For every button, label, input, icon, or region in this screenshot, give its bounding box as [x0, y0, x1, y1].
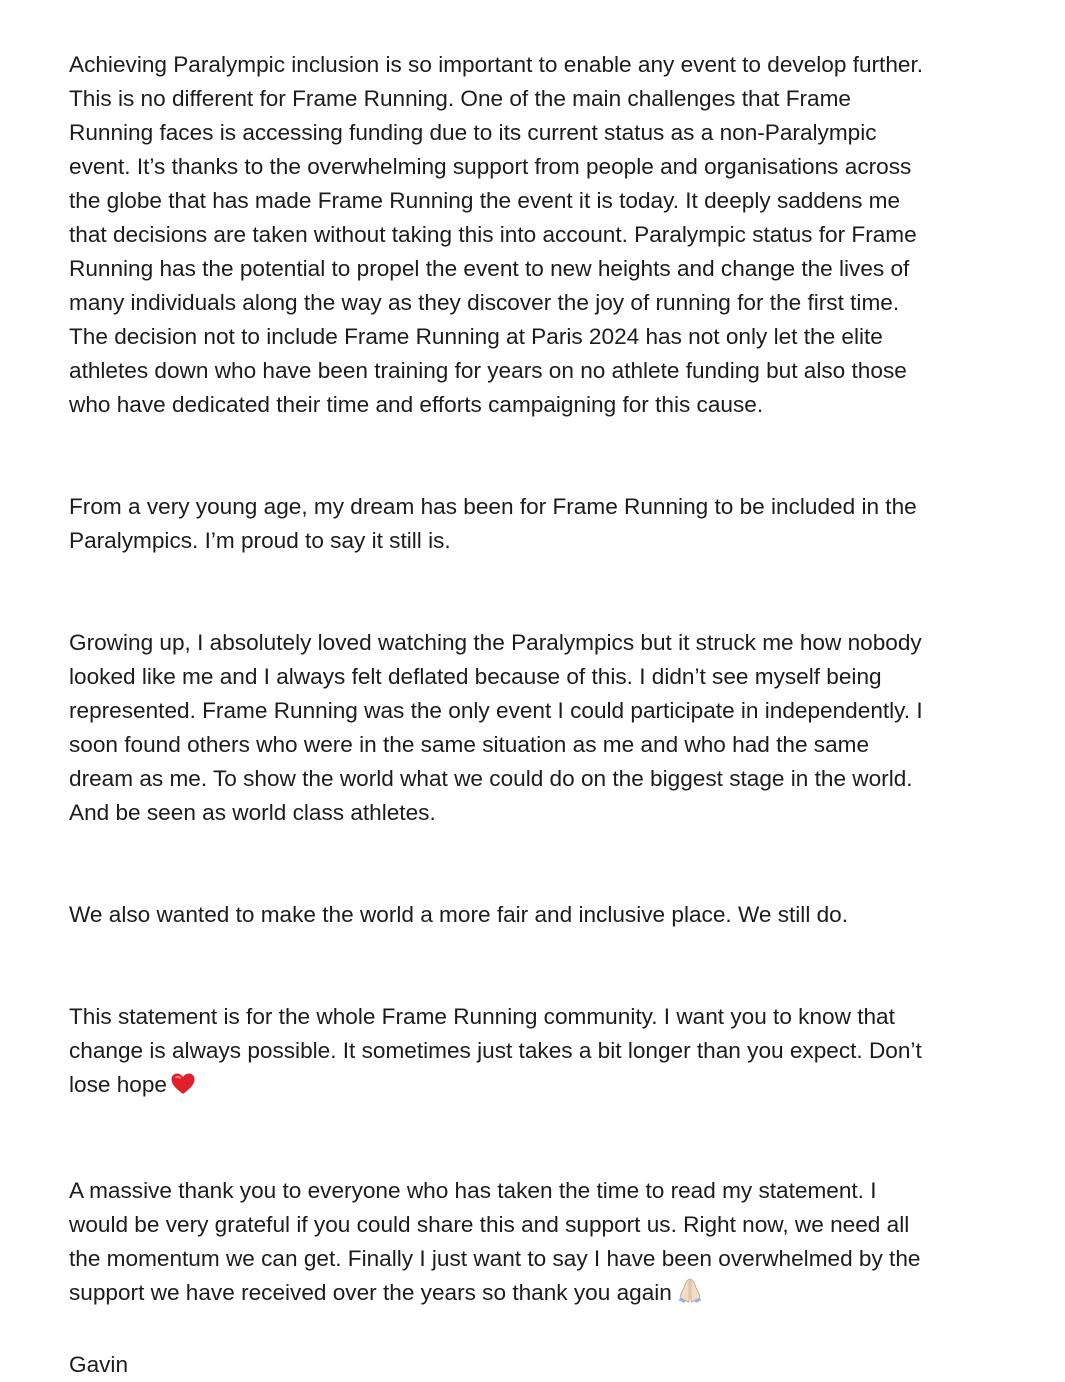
paragraph-thank-you [69, 1140, 1009, 1314]
paragraph-paralympic-inclusion [69, 14, 1009, 422]
paragraph-community [69, 966, 1009, 1106]
paragraph-fair-inclusive [69, 864, 1009, 932]
signature: Gavin [69, 1352, 129, 1377]
paragraph-text: Achieving Paralympic inclusion is so important to enable any event to develop further. This is no different for Frame Running. One of the main challenges that Frame Running faces is accessing funding due to its current status as a non-Paralympic event. It’s thanks to the overwhelming support from people and organisations across the globe that has made Frame Running the event it is today. It deeply saddens me that decisions are taken without taking this into account. Paralympic status for Frame Running has the potential to propel the event to new heights and change the lives of many individuals along the way as they discover the joy of running for the first time. The decision not to include Frame Running at Paris 2024 has not only let the elite athletes down who have been training for years on no athlete funding but also those who have dedicated their time and efforts campaigning for this cause. [69, 52, 924, 417]
paragraph-text: From a very young age, my dream has been for Frame Running to be included in the Paralympics. I’m proud to say it still is. [69, 494, 917, 553]
paragraph-text: A massive thank you to everyone who has taken the time to read my statement. I would be very grateful if you could share this and support us. Right now, we need all the momentum we can get. Finally I just want to say I have been overwhelmed by the support we have received over the years so thank you again [69, 1178, 921, 1305]
paragraph-growing-up [69, 592, 1009, 830]
red-heart-icon [170, 1072, 196, 1106]
paragraph-text: Growing up, I absolutely loved watching the Paralympics but it struck me how nobody looked like me and I always felt deflated because of this. I didn’t see myself being represented. Frame Running was the only event I could participate in independently. I soon found others who were in the same situation as me and who had the same dream as me. To show the world what we could do on the biggest stage in the world. And be seen as world class athletes. [69, 630, 923, 825]
paragraph-text: This statement is for the whole Frame Running community. I want you to know that change is always possible. It sometimes just takes a bit longer than you expect. Don’t lose hope [69, 1004, 922, 1097]
folded-hands-icon [675, 1276, 705, 1314]
paragraph-young-dream [69, 456, 1009, 558]
paragraph-text: We also wanted to make the world a more fair and inclusive place. We still do. [69, 902, 849, 927]
